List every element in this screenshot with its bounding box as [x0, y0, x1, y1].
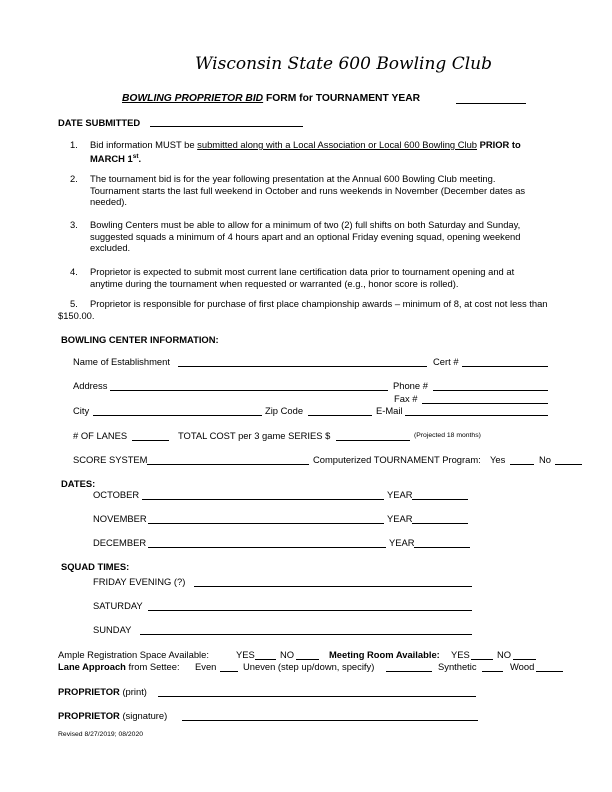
proprietor-signature-line[interactable] [182, 720, 478, 721]
rule-5-line2: $150.00. [58, 310, 95, 321]
uneven-label: Uneven (step up/down, specify) [243, 661, 375, 672]
date-submitted-line[interactable] [150, 126, 303, 127]
rule-number: 2. [70, 173, 78, 184]
even-label: Even [195, 661, 217, 672]
rule-number: 4. [70, 266, 78, 277]
december-year-line[interactable] [414, 547, 470, 548]
meeting-no-label: NO [497, 649, 512, 660]
city-line[interactable] [93, 415, 262, 416]
rule-5-line1: Proprietor is responsible for purchase of first place championship awards – minimum of 8, at cost not less than [90, 298, 548, 309]
saturday-line[interactable] [148, 610, 472, 611]
meeting-room-label: Meeting Room Available: [329, 649, 440, 660]
revision-note: Revised 8/27/2019; 08/2020 [58, 731, 144, 738]
meeting-yes-line[interactable] [471, 659, 493, 660]
program-label: Computerized TOURNAMENT Program: [313, 454, 481, 465]
signature-note: (signature) [122, 710, 168, 721]
meeting-yes-label: YES [451, 649, 470, 660]
wood-line[interactable] [536, 671, 563, 672]
uneven-line[interactable] [386, 671, 432, 672]
tournament-year-line[interactable] [456, 103, 526, 104]
program-yes-line[interactable] [510, 464, 534, 465]
year-label: YEAR [389, 537, 415, 548]
even-line[interactable] [220, 671, 238, 672]
program-no-label: No [539, 454, 551, 465]
score-system-line[interactable] [147, 464, 309, 465]
rule-1: Bid information MUST be submitted along with a Local Association or Local 600 Bowling Club PRIOR to MARCH 1st. [90, 139, 521, 164]
score-system-label: SCORE SYSTEM [73, 454, 148, 465]
lanes-label: # OF LANES [73, 430, 128, 441]
squad-day-label: FRIDAY EVENING (?) [93, 576, 186, 587]
wood-label: Wood [510, 661, 535, 672]
proprietor-print-line[interactable] [158, 696, 476, 697]
program-yes-label: Yes [490, 454, 506, 465]
approach-rest: from Settee: [128, 661, 180, 672]
meeting-no-line[interactable] [513, 659, 536, 660]
reg-no-label: NO [280, 649, 295, 660]
reg-no-line[interactable] [296, 659, 319, 660]
fax-line[interactable] [422, 403, 548, 404]
year-label: YEAR [387, 489, 413, 500]
october-year-line[interactable] [412, 499, 468, 500]
rule-3: Bowling Centers must be able to allow for a minimum of two (2) full shifts on both Saturday and Sunday, suggested squads a minimum of 4 hours apart and an optional Friday evening squad, opening weekend excluded. [90, 219, 521, 254]
cost-label: TOTAL COST per 3 game SERIES $ [178, 430, 331, 441]
dates-heading: DATES: [61, 478, 96, 489]
rule-4: Proprietor is expected to submit most current lane certification data prior to tournament opening and at anytime during the tournament when requested or warranted (e.g., honor score is rolled). [90, 266, 515, 289]
reg-yes-line[interactable] [255, 659, 276, 660]
november-line[interactable] [148, 523, 384, 524]
name-line[interactable] [178, 366, 427, 367]
name-label: Name of Establishment [73, 356, 170, 367]
email-line[interactable] [405, 415, 548, 416]
rule-2: The tournament bid is for the year following presentation at the Annual 600 Bowling Club meeting. Tournament starts the last full weekend in October and runs weekends in November (December dates as needed). [90, 173, 526, 208]
address-label: Address [73, 380, 108, 391]
lanes-line[interactable] [132, 440, 169, 441]
program-no-line[interactable] [555, 464, 582, 465]
synthetic-line[interactable] [482, 671, 503, 672]
cert-line[interactable] [462, 366, 548, 367]
month-label: NOVEMBER [93, 513, 147, 524]
zip-line[interactable] [308, 415, 372, 416]
proprietor-label: PROPRIETOR [58, 686, 120, 697]
registration-row [58, 649, 209, 660]
reg-yes-label: YES [236, 649, 255, 660]
year-label: YEAR [387, 513, 413, 524]
proprietor-signature-row [58, 710, 167, 721]
fax-label: Fax # [394, 393, 418, 404]
rule-number: 1. [70, 139, 78, 150]
rule-number: 5. [70, 298, 78, 309]
form-title-italic: BOWLING PROPRIETOR BID [122, 93, 264, 104]
center-info-heading: BOWLING CENTER INFORMATION: [61, 334, 219, 345]
november-year-line[interactable] [412, 523, 468, 524]
email-label: E-Mail [376, 405, 403, 416]
squad-day-label: SUNDAY [93, 624, 132, 635]
month-label: DECEMBER [93, 537, 147, 548]
form-title [122, 93, 420, 104]
synthetic-label: Synthetic [438, 661, 477, 672]
proprietor-print-row [58, 686, 147, 697]
cost-line[interactable] [336, 440, 410, 441]
month-label: OCTOBER [93, 489, 140, 500]
rule-number: 3. [70, 219, 78, 230]
october-line[interactable] [142, 499, 384, 500]
address-line[interactable] [110, 390, 388, 391]
friday-line[interactable] [194, 586, 472, 587]
sunday-line[interactable] [140, 634, 472, 635]
proprietor-label: PROPRIETOR [58, 710, 120, 721]
city-label: City [73, 405, 90, 416]
zip-label: Zip Code [265, 405, 304, 416]
phone-line[interactable] [433, 390, 548, 391]
approach-row [58, 661, 180, 672]
projected-note: (Projected 18 months) [414, 432, 481, 439]
date-submitted-label: DATE SUBMITTED [58, 117, 141, 128]
squad-heading: SQUAD TIMES: [61, 561, 130, 572]
print-note: (print) [122, 686, 147, 697]
phone-label: Phone # [393, 380, 428, 391]
form-title-rest: FORM for TOURNAMENT YEAR [266, 93, 421, 104]
cert-label: Cert # [433, 356, 459, 367]
registration-label: Ample Registration Space Available: [58, 649, 209, 660]
december-line[interactable] [148, 547, 386, 548]
club-name: Wisconsin State 600 Bowling Club [195, 54, 492, 74]
approach-label: Lane Approach [58, 661, 126, 672]
squad-day-label: SATURDAY [93, 600, 143, 611]
